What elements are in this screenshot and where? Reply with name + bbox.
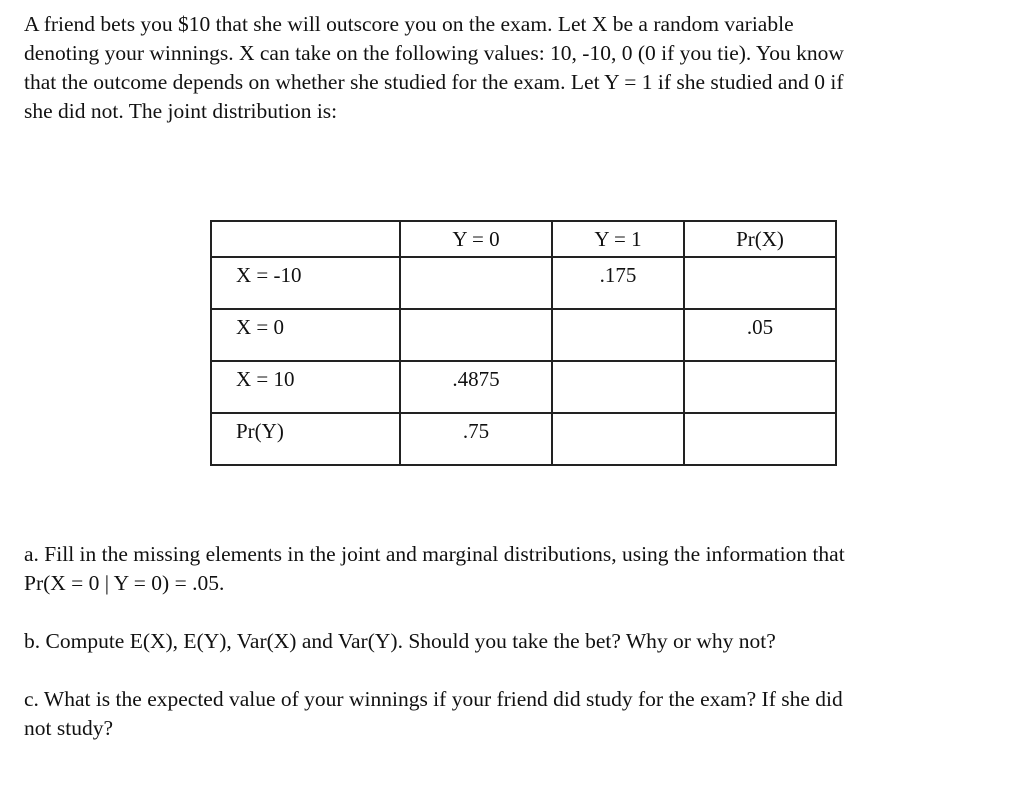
question-c [24,685,999,743]
table-row [211,309,836,361]
table-row [211,361,836,413]
table-header-row [211,221,836,257]
cell-pry-y1 [552,413,684,465]
cell-pry-y0: .75 [400,413,552,465]
cell-x10-y1 [552,361,684,413]
header-cell-y0: Y = 0 [400,221,552,257]
cell-x10-y0: .4875 [400,361,552,413]
intro-line: that the outcome depends on whether she studied for the exam. Let Y = 1 if she studied and 0 if [24,70,844,94]
row-label-x-0: X = 0 [211,309,400,361]
intro-line: denoting your winnings. X can take on the following values: 10, -10, 0 (0 if you tie). You know [24,41,844,65]
question-a-line: a. Fill in the missing elements in the joint and marginal distributions, using the information that [24,542,845,566]
question-a [24,540,999,598]
cell-x0-prx: .05 [684,309,836,361]
question-b [24,627,999,656]
row-label-x-10: X = 10 [211,361,400,413]
header-cell-y1: Y = 1 [552,221,684,257]
row-label-x-neg10: X = -10 [211,257,400,309]
row-label-pry: Pr(Y) [211,413,400,465]
header-cell-prx: Pr(X) [684,221,836,257]
question-c-line: not study? [24,716,113,740]
cell-xneg10-y0 [400,257,552,309]
problem-intro [24,10,999,126]
question-b-line: b. Compute E(X), E(Y), Var(X) and Var(Y). Should you take the bet? Why or why not? [24,629,776,653]
intro-line: A friend bets you $10 that she will outscore you on the exam. Let X be a random variable [24,12,794,36]
joint-distribution-table [210,220,837,466]
table-row [211,257,836,309]
cell-x0-y0 [400,309,552,361]
header-corner-cell [211,221,400,257]
cell-xneg10-prx [684,257,836,309]
question-a-line: Pr(X = 0 | Y = 0) = .05. [24,571,225,595]
table-row [211,413,836,465]
cell-x10-prx [684,361,836,413]
cell-xneg10-y1: .175 [552,257,684,309]
cell-pry-total [684,413,836,465]
cell-x0-y1 [552,309,684,361]
intro-line: she did not. The joint distribution is: [24,99,338,123]
question-c-line: c. What is the expected value of your winnings if your friend did study for the exam? If she did [24,687,843,711]
